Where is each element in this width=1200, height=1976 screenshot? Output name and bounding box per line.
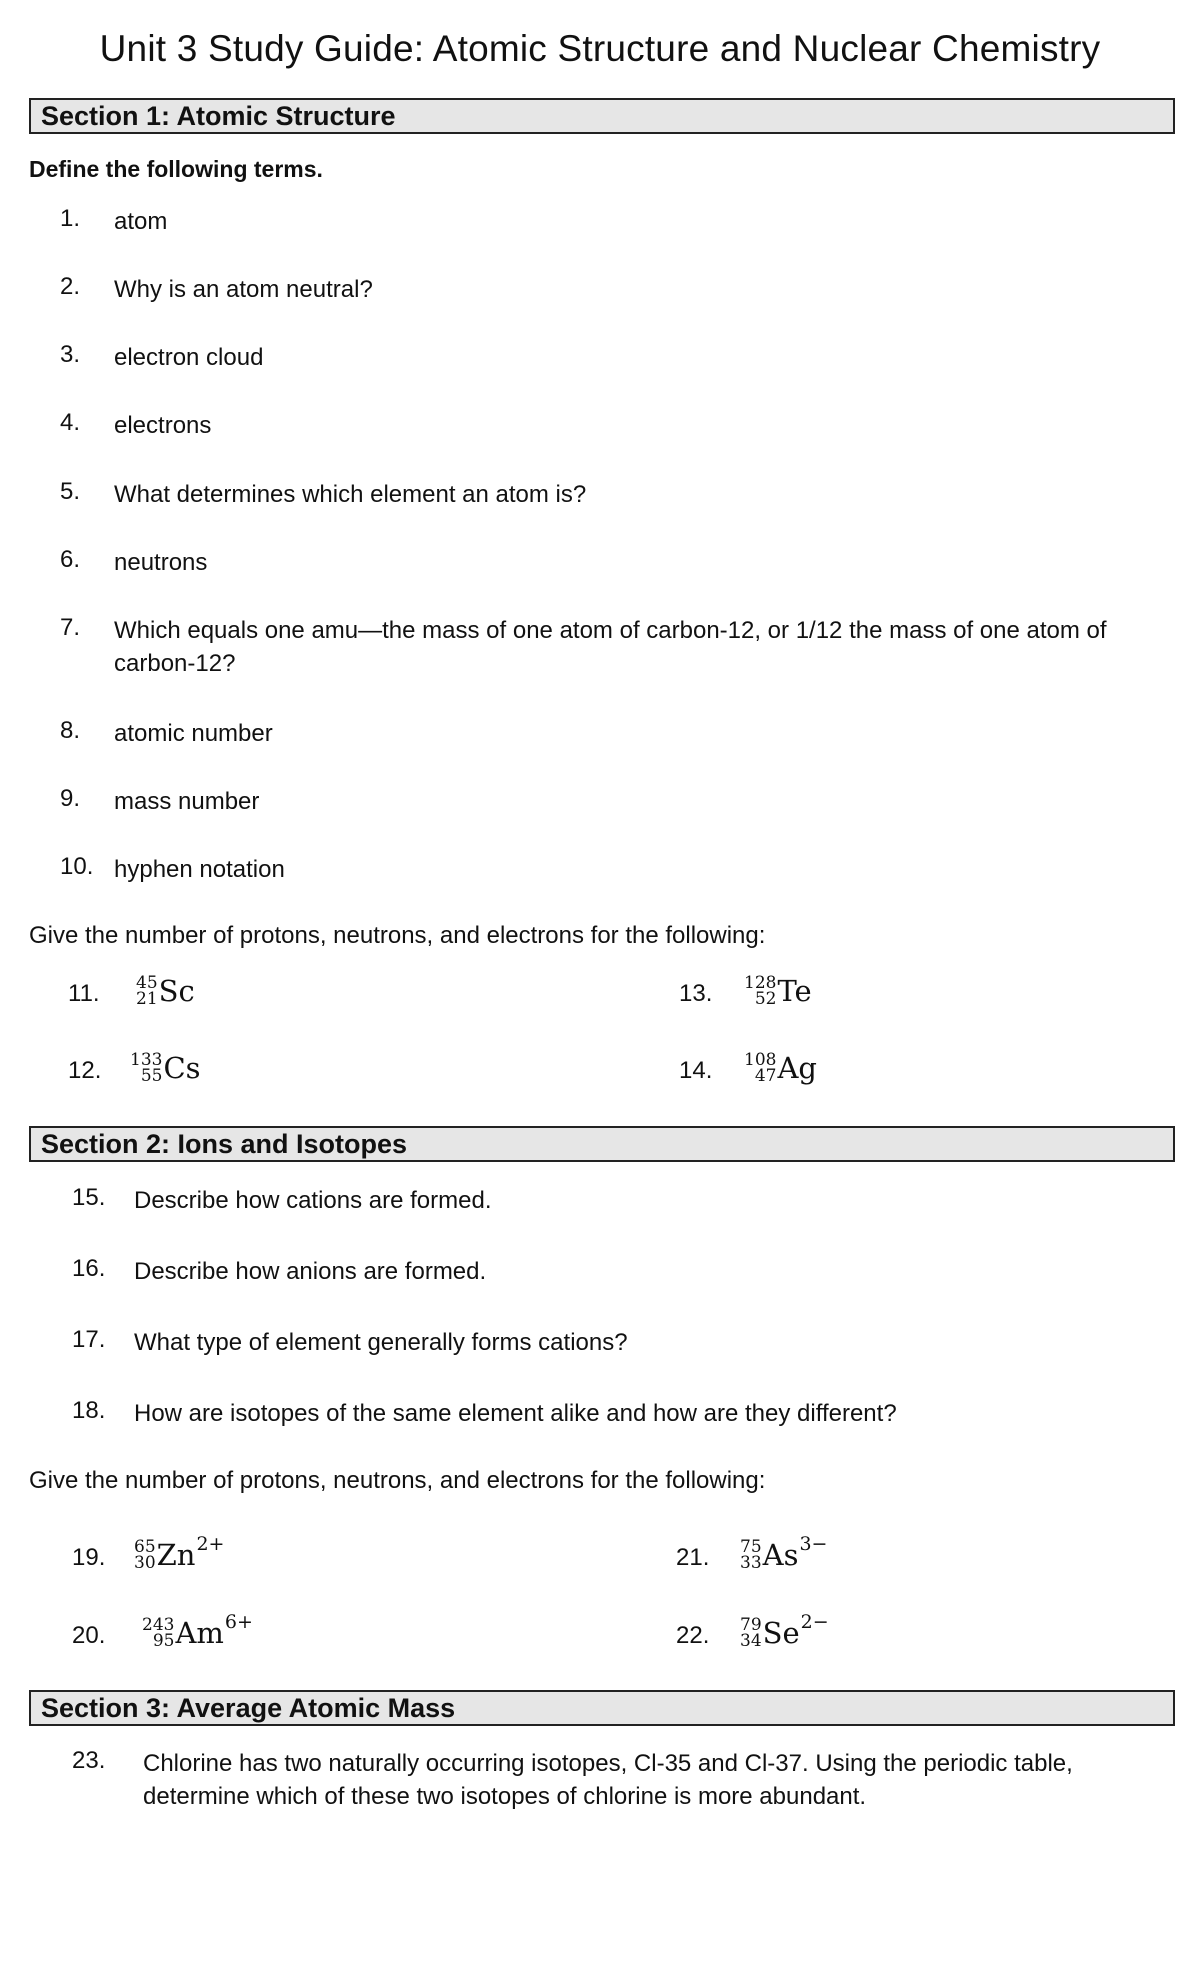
question-text: Which equals one amu—the mass of one atom of carbon-12, or 1/12 the mass of one atom of carbon-12? <box>114 617 1107 677</box>
section-1-instruction-2: Give the number of protons, neutrons, and electrons for the following: <box>29 922 766 949</box>
question-number: 23. <box>72 1747 106 1774</box>
question-number: 12. <box>68 1057 102 1084</box>
question-text: Describe how anions are formed. <box>134 1258 487 1285</box>
question-number: 10. <box>60 853 94 880</box>
question-text: atom <box>114 208 168 235</box>
question-number: 16. <box>72 1255 106 1282</box>
question-text: How are isotopes of the same element alike and how are they different? <box>134 1400 897 1427</box>
ion-charge: 2− <box>800 1611 829 1633</box>
question-text: neutrons <box>114 549 208 576</box>
question-number: 14. <box>679 1057 713 1084</box>
mass-number: 243 <box>142 1615 175 1635</box>
section-3-heading: Section 3: Average Atomic Mass <box>29 1690 1175 1726</box>
element-symbol: Cs <box>163 1051 201 1085</box>
question-number: 3. <box>60 341 81 368</box>
question-number: 15. <box>72 1184 106 1211</box>
atomic-number: 55 <box>140 1066 163 1086</box>
question-text: Chlorine has two naturally occurring isotopes, Cl-35 and Cl-37. Using the periodic table, determine which of these two isotopes of chlorine is more abundant. <box>143 1750 1073 1810</box>
section-1-instruction: Define the following terms. <box>29 156 323 182</box>
element-symbol: Se <box>762 1616 800 1650</box>
ion-charge: 2+ <box>196 1533 225 1555</box>
mass-number: 75 <box>740 1537 762 1557</box>
mass-number: 65 <box>134 1537 156 1557</box>
atomic-number: 30 <box>134 1553 156 1573</box>
atomic-number: 47 <box>754 1066 777 1086</box>
question-number: 18. <box>72 1397 106 1424</box>
element-symbol: Ag <box>777 1051 817 1085</box>
page-title: Unit 3 Study Guide: Atomic Structure and Nuclear Chemistry <box>99 28 1101 69</box>
question-number: 1. <box>60 205 81 232</box>
atomic-number: 21 <box>136 989 158 1009</box>
atomic-number: 95 <box>152 1631 175 1651</box>
question-text: electron cloud <box>114 344 264 371</box>
question-number: 11. <box>68 980 100 1007</box>
question-number: 9. <box>60 785 81 812</box>
question-text: Describe how cations are formed. <box>134 1187 492 1214</box>
question-number: 6. <box>60 546 81 573</box>
element-symbol: Am <box>175 1616 224 1650</box>
question-number: 7. <box>60 614 81 641</box>
question-text: What determines which element an atom is? <box>114 481 587 508</box>
question-number: 22. <box>676 1622 710 1649</box>
question-number: 2. <box>60 273 81 300</box>
mass-number: 128 <box>744 973 777 993</box>
question-number: 4. <box>60 409 81 436</box>
question-text: mass number <box>114 788 260 815</box>
question-number: 21. <box>676 1544 710 1571</box>
question-text: hyphen notation <box>114 856 285 883</box>
mass-number: 133 <box>130 1050 163 1070</box>
question-number: 5. <box>60 478 81 505</box>
question-number: 19. <box>72 1544 106 1571</box>
element-symbol: Sc <box>158 974 195 1008</box>
question-text: atomic number <box>114 720 273 747</box>
mass-number: 45 <box>136 973 158 993</box>
question-number: 17. <box>72 1326 106 1353</box>
ion-charge: 6+ <box>224 1611 253 1633</box>
element-symbol: As <box>762 1538 799 1572</box>
atomic-number: 34 <box>740 1631 762 1651</box>
mass-number: 79 <box>740 1615 762 1635</box>
question-text: Why is an atom neutral? <box>114 276 373 303</box>
section-1-heading: Section 1: Atomic Structure <box>29 98 1175 134</box>
question-number: 8. <box>60 717 81 744</box>
ion-charge: 3− <box>799 1533 828 1555</box>
question-number: 13. <box>679 980 713 1007</box>
atomic-number: 33 <box>740 1553 762 1573</box>
question-text: electrons <box>114 412 212 439</box>
element-symbol: Te <box>777 974 812 1008</box>
section-2-heading: Section 2: Ions and Isotopes <box>29 1126 1175 1162</box>
element-symbol: Zn <box>156 1538 196 1572</box>
question-number: 20. <box>72 1622 106 1649</box>
mass-number: 108 <box>744 1050 777 1070</box>
atomic-number: 52 <box>754 989 777 1009</box>
question-text: What type of element generally forms cations? <box>134 1329 628 1356</box>
section-2-instruction: Give the number of protons, neutrons, and electrons for the following: <box>29 1467 766 1494</box>
